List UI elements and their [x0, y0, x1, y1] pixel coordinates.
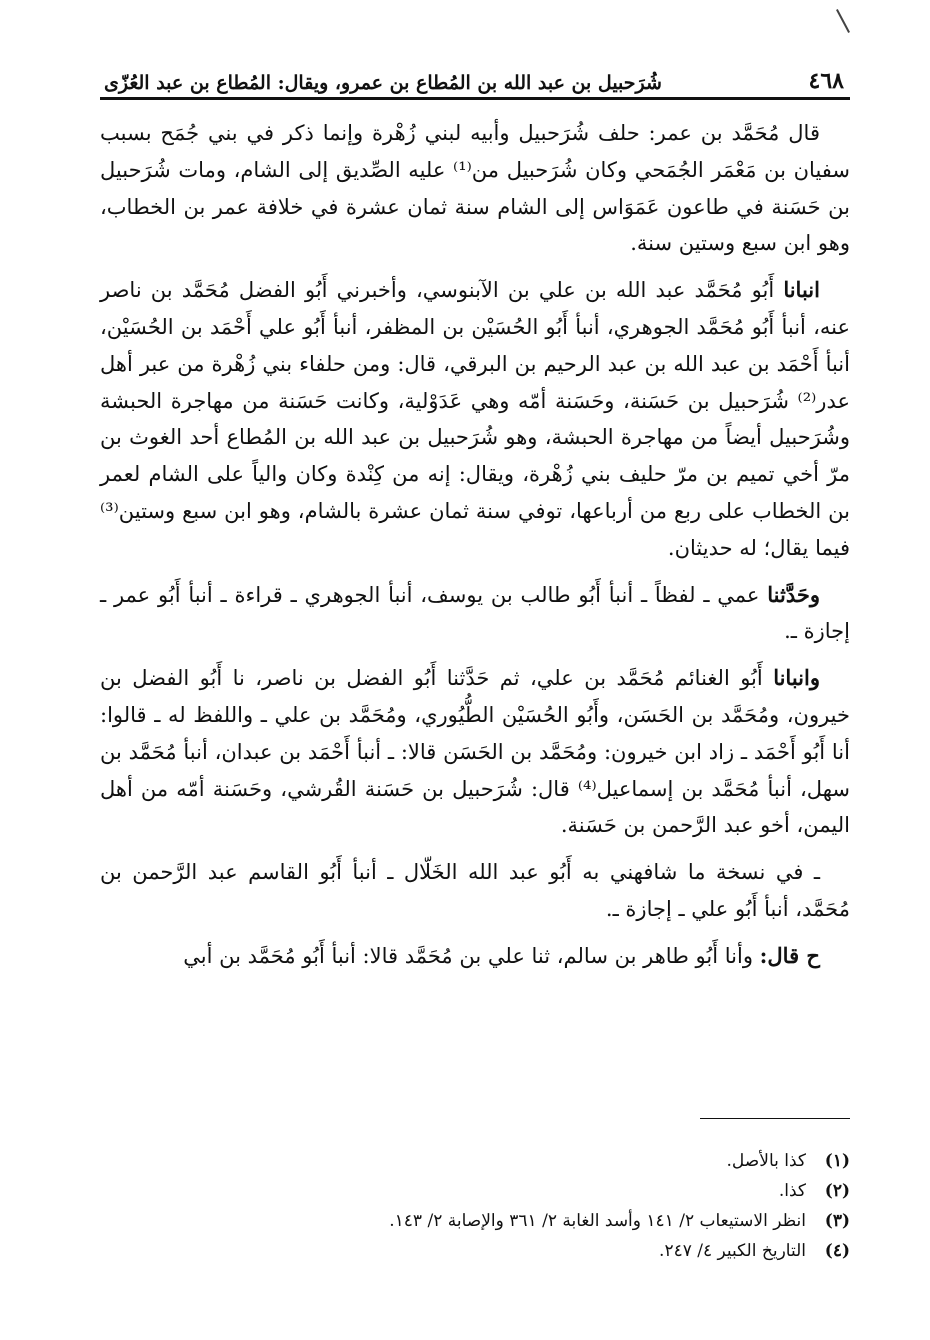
- footnote-text: كذا.: [778, 1181, 806, 1201]
- paragraph-lead-word: ح قال:: [759, 942, 820, 968]
- footnote-number: (٢): [824, 1181, 850, 1201]
- footnote-3: [100, 1206, 850, 1236]
- paragraph-4: [100, 660, 850, 844]
- paragraph-text: ـ في نسخة ما شافهني به أَبُو عبد الله الخَلّال ـ أنبأ أَبُو القاسم عبد الرَّحمن بن مُحَمَّد، أنبأ أَبُو علي ـ إجازة ـ.: [100, 860, 850, 921]
- paragraph-2: [100, 272, 850, 566]
- paragraph-5: [100, 854, 850, 928]
- paragraph-text: أَبُو الغنائم مُحَمَّد بن علي، ثم حَدَّثنا أَبُو الفضل بن ناصر، نا أَبُو الفضل بن خيرون، ومُحَمَّد بن الحَسَن، وأَبُو الحُسَيْن الطُّيُوري، ومُحَمَّد بن علي ـ واللفظ له ـ قالوا: أنا أَبُو أَحْمَد ـ زاد ابن خيرون: ومُحَمَّد بن الحَسَن قالا: ـ أنبأ أَحْمَد بن عبدان، أنبأ مُحَمَّد بن سهل، أنبأ مُحَمَّد بن إسماعيل⁽⁴⁾ قال: شُرَحبيل بن حَسَنة القُرشي، وحَسَنة أمّه من أهل اليمن، أخو عبد الرَّحمن بن حَسَنة.: [100, 666, 850, 838]
- page-number: ٤٦٨: [808, 68, 844, 94]
- scan-corner-mark: [836, 9, 850, 33]
- header-rule: [100, 97, 850, 100]
- footnote-number: (١): [824, 1151, 850, 1171]
- footnote-1: [100, 1146, 850, 1176]
- footnote-text: انظر الاستيعاب ٢/ ١٤١ وأسد الغابة ٢/ ٣٦١ والإصابة ٢/ ١٤٣.: [389, 1211, 806, 1231]
- paragraph-text: عمي ـ لفظاً ـ أنبأ أَبُو طالب بن يوسف، أنبأ الجوهري ـ قراءة ـ أنبأ أَبُو عمر ـ إجازة ـ.: [100, 582, 850, 644]
- footnote-number: (٤): [824, 1241, 850, 1261]
- footnote-4: [100, 1236, 850, 1266]
- running-title: شُرَحبيل بن عبد الله بن المُطاع بن عمرو، ويقال: المُطاع بن عبد العُزّى: [104, 72, 662, 94]
- paragraph-3: [100, 577, 850, 651]
- footnote-text: التاريخ الكبير ٤/ ٢٤٧.: [659, 1241, 806, 1261]
- paragraph-lead-word: وانبانا: [773, 665, 820, 691]
- footnote-number: (٣): [824, 1211, 850, 1231]
- paragraph-text: قال مُحَمَّد بن عمر: حلف شُرَحبيل وأبيه لبني زُهْرة وإنما ذكر في بني جُمَح بسبب سفيان بن مَعْمَر الجُمَحي وكان شُرَحبيل من⁽¹⁾ عليه الصِّديق إلى الشام، ومات شُرَحبيل بن حَسَنة في طاعون عَمَوَاس إلى الشام سنة ثمان عشرة في خلافة عمر بن الخطاب، وهو ابن سبع وستين سنة.: [100, 121, 851, 256]
- main-text: [100, 115, 850, 985]
- footnote-2: [100, 1176, 850, 1206]
- paragraph-1: [100, 115, 850, 262]
- paragraph-text: أَبُو مُحَمَّد عبد الله بن علي بن الآبنوسي، وأخبرني أَبُو الفضل مُحَمَّد بن ناصر عنه، أنبأ أَبُو مُحَمَّد الجوهري، أنبأ أَبُو الحُسَيْن بن المظفر، أنبأ أَبُو علي أَحْمَد بن الحُسَيْن، أنبأ أَحْمَد بن عبد الله بن عبد الرحيم بن البرقي، قال: ومن حلفاء بني زُهْرة من عبر أهل عدر⁽²⁾ شُرَحبيل بن حَسَنة، وحَسَنة أمّه وهي عَدَوْلية، وكانت حَسَنة من مهاجرة الحبشة وشُرَحبيل أيضاً من مهاجرة الحبشة، وهو شُرَحبيل بن عبد الله بن المُطاع أحد الغوث بن مرّ أخي تميم بن مرّ حليف بني زُهْرة، ويقال: إنه من كِنْدة وكان والياً على الشام لعمر بن الخطاب على ربع من أرباعها، توفي سنة ثمان عشرة بالشام، وهو ابن سبع وستين⁽³⁾ فيما يقال؛ له حديثان.: [100, 278, 850, 560]
- paragraph-lead-word: انبانا: [783, 277, 820, 303]
- footnote-text: كذا بالأصل.: [726, 1151, 806, 1171]
- paragraph-text: وأنا أَبُو طاهر بن سالم، ثنا علي بن مُحَمَّد قالا: أنبأ أَبُو مُحَمَّد بن أبي: [183, 943, 753, 968]
- footnote-separator: [700, 1118, 850, 1119]
- paragraph-lead-word: وحَدَّثنا: [767, 581, 820, 607]
- paragraph-6: [100, 938, 850, 975]
- footnotes: [100, 1146, 850, 1266]
- page-header: [100, 58, 850, 94]
